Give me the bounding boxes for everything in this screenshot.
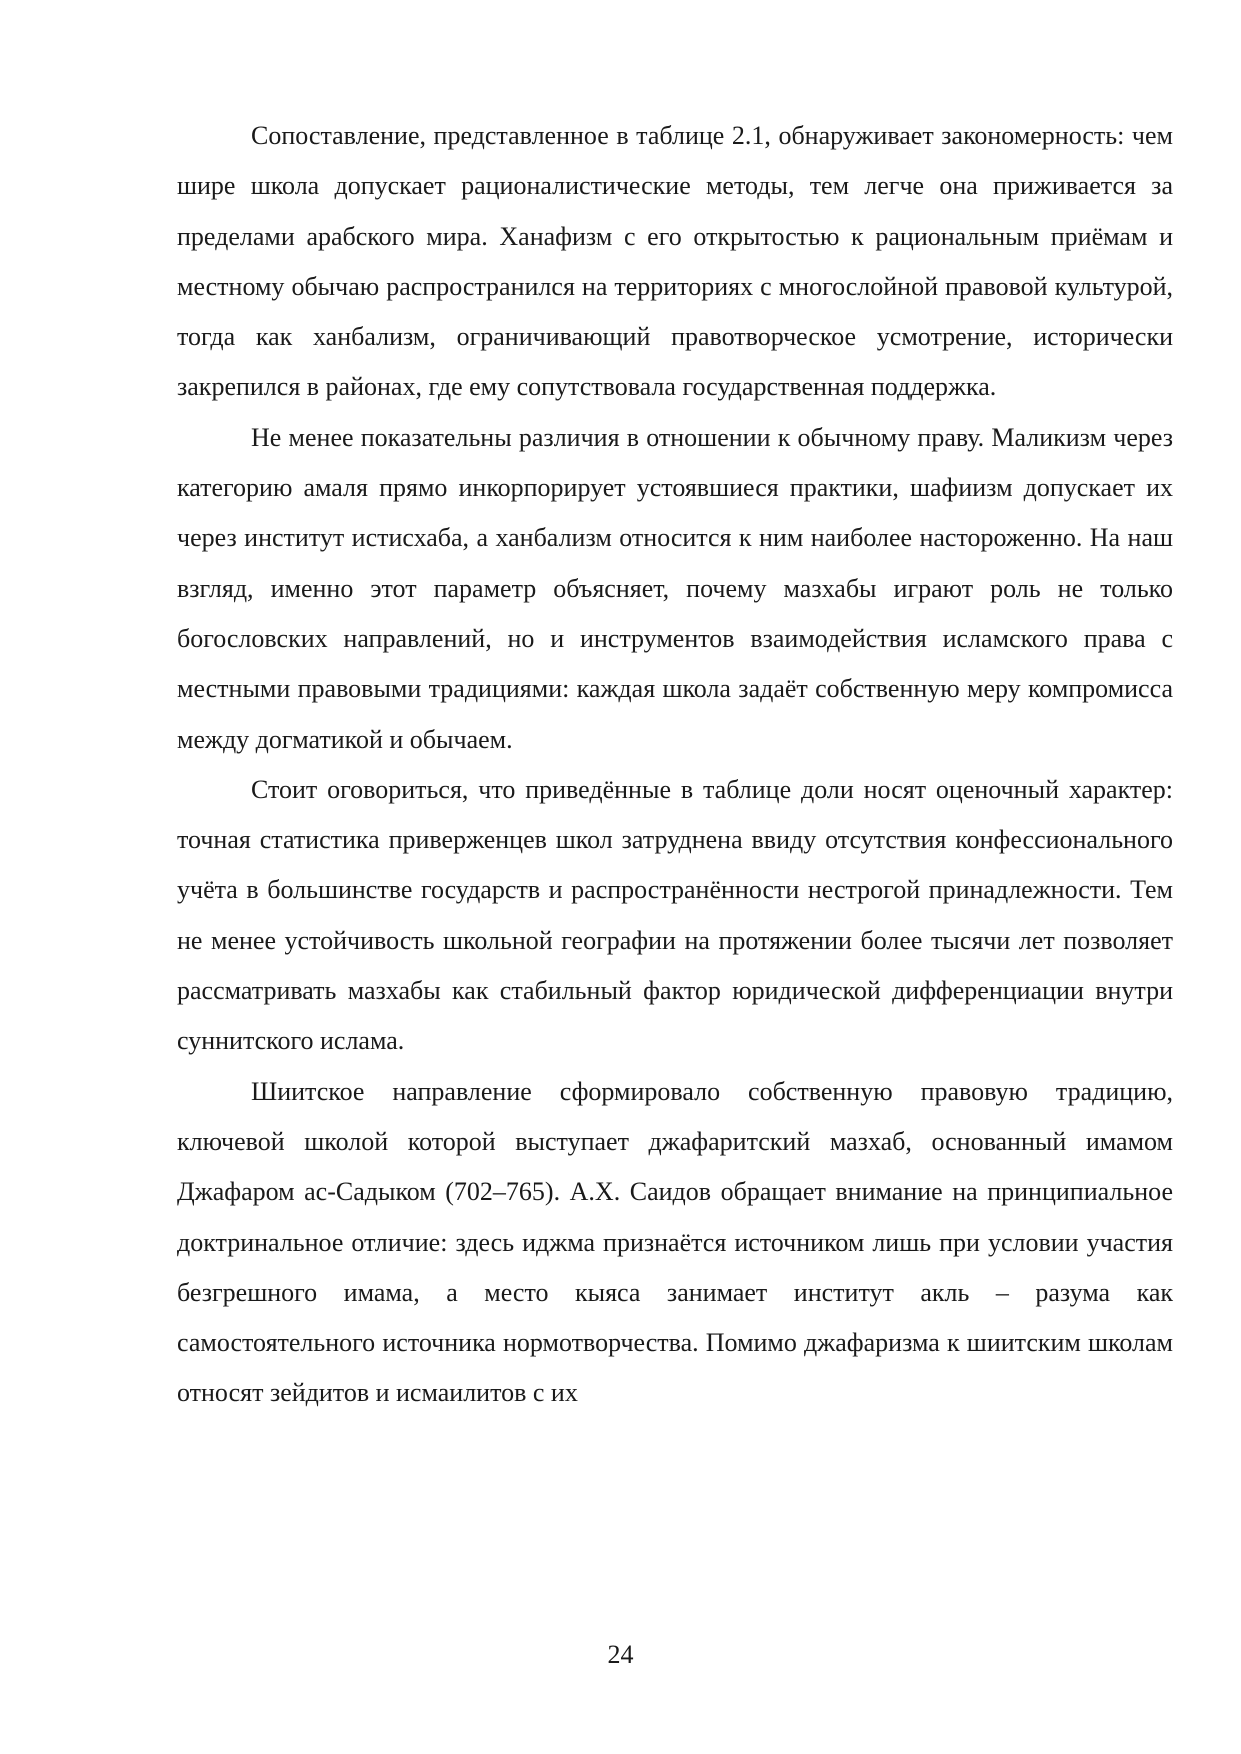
text-body	[177, 111, 1173, 1419]
paragraph-school-comparison: Сопоставление, представленное в таблице 2.1, обнаруживает закономерность: чем шире школа допускает рационалистические методы, тем легче она приживается за пределами арабского мира. Ханафизм с его открытостью к рациональным приёмам и местному обычаю распространился на территориях с многослойной правовой культурой, тогда как ханбализм, ограничивающий правотворческое усмотрение, исторически закрепился в районах, где ему сопутствовала государственная поддержка.	[177, 121, 1173, 402]
paragraph-statistics-caveat: Стоит оговориться, что приведённые в таблице доли носят оценочный характер: точная статистика приверженцев школ затруднена ввиду отсутствия конфессионального учёта в большинстве государств и распространённости нестрогой принадлежности. Тем не менее устойчивость школьной географии на протяжении более тысячи лет позволяет рассматривать мазхабы как стабильный фактор юридической дифференциации внутри суннитского ислама.	[177, 774, 1173, 1056]
paragraph-customary-law: Не менее показательны различия в отношении к обычному праву. Маликизм через категорию амаля прямо инкорпорирует устоявшиеся практики, шафиизм допускает их через институт истисхаба, а ханбализм относится к ним наиболее настороженно. На наш взгляд, именно этот параметр объясняет, почему мазхабы играют роль не только богословских направлений, но и инструментов взаимодействия исламского права с местными правовыми традициями: каждая школа задаёт собственную меру компромисса между догматикой и обычаем.	[177, 422, 1173, 754]
page-number: 24	[607, 1640, 634, 1669]
paragraph-shia-tradition: Шиитское направление сформировало собственную правовую традицию, ключевой школой которой выступает джафаритский мазхаб, основанный имамом Джафаром ас-Садыком (702–765). А.Х. Саидов обращает внимание на принципиальное доктринальное отличие: здесь иджма признаётся источником лишь при условии участия безгрешного имама, а место кыяса занимает институт акль – разума как самостоятельного источника нормотворчества. Помимо джафаризма к шиитским школам относят зейдитов и исмаилитов с их	[177, 1076, 1173, 1408]
